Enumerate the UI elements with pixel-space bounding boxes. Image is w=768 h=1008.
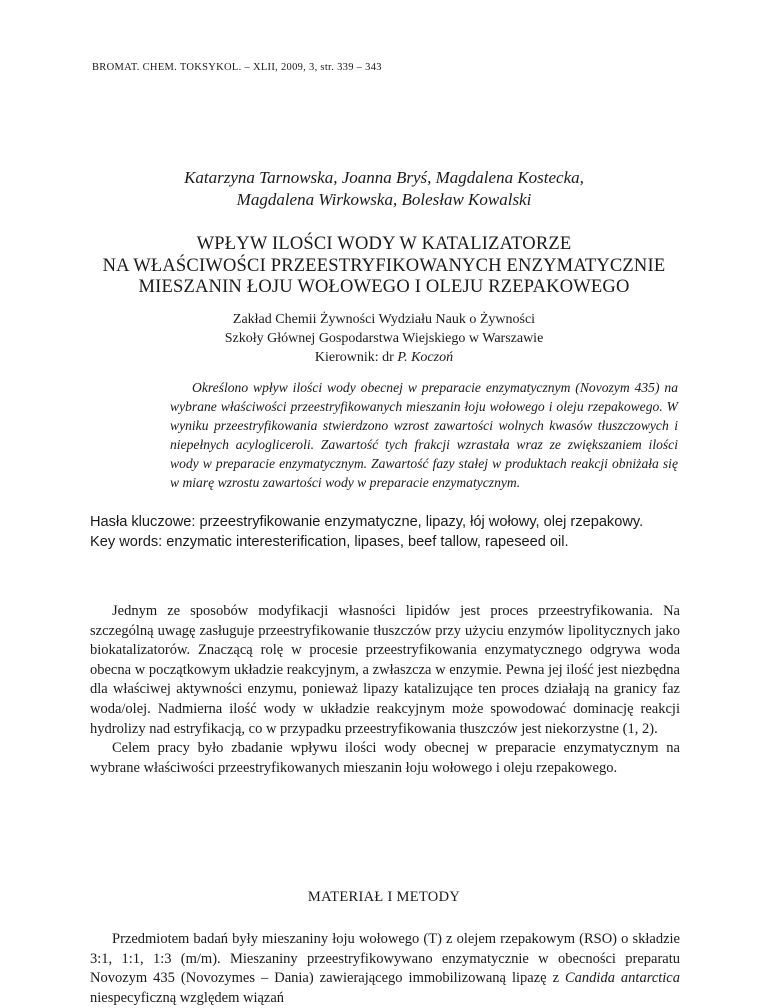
title-line: NA WŁAŚCIWOŚCI PRZEESTRYFIKOWANYCH ENZYMATYCZNIE — [102, 255, 666, 276]
department-head-label: Kierownik: dr — [314, 350, 398, 365]
author-line: Magdalena Wirkowska, Bolesław Kowalski — [236, 190, 532, 209]
methods-text — [90, 930, 680, 1008]
species-name: Candida antarctica — [565, 970, 680, 987]
keywords-block — [90, 513, 680, 552]
article-title — [0, 234, 768, 299]
methods-text-part: niespecyficzną względem wiązań — [90, 989, 285, 1006]
paragraph: Jednym ze sposobów modyfikacji własności lipidów jest proces przeestryfikowania. Na szczególną uwagę zasługuje przeestryfikowanie tłuszczów przy użyciu enzymów lipolitycznych jako biokatalizatorów. Znaczącą rolę w procesie przeestryfikowania enzymatycznego odgrywa woda obecna w początkowym układzie reakcyjnym, a zwłaszcza w enzymie. Pewna jej ilość jest niezbędna dla właściwej aktywności enzymu, ponieważ lipazy katalizujące ten proces działają na granicy faz woda/olej. Nadmierna ilość wody w układzie reakcyjnym może spowodować dominację reakcji hydrolizy nad estryfikacją, co w przypadku przeestryfikowania tłuszczów jest niekorzystne (1, 2). — [90, 603, 680, 737]
title-line: WPŁYW ILOŚCI WODY W KATALIZATORZE — [196, 234, 572, 254]
keywords-polish: Hasła kluczowe: przeestryfikowanie enzymatyczne, lipazy, łój wołowy, olej rzepakowy. — [90, 514, 644, 530]
affiliation-line: Szkoły Głównej Gospodarstwa Wiejskiego w Warszawie — [224, 331, 544, 346]
title-line: MIESZANIN ŁOJU WOŁOWEGO I OLEJU RZEPAKOWEGO — [138, 277, 630, 297]
department-head-name: P. Koczoń — [397, 350, 454, 365]
running-head: BROMAT. CHEM. TOKSYKOL. – XLII, 2009, 3, str. 339 – 343 — [92, 62, 382, 73]
introduction — [90, 602, 680, 778]
author-line: Katarzyna Tarnowska, Joanna Bryś, Magdalena Kostecka, — [184, 168, 584, 187]
abstract: Określono wpływ ilości wody obecnej w preparacie enzymatycznym (Novozym 435) na wybrane właściwości przeestryfikowanych mieszanin łoju wołowego i oleju rzepakowego. W wyniku przeestryfikowania stwierdzono wzrost zawartości wolnych kwasów tłuszczowych i niepełnych acylogliceroli. Zawartość tych frakcji wzrastała wraz ze zwiększaniem ilości wody w preparacie enzymatycznym. Zawartość fazy stałej w produktach reakcji obniżała się w miarę wzrostu zawartości wody w preparacie enzymatycznym. — [170, 380, 678, 490]
affiliation-line: Zakład Chemii Żywności Wydziału Nauk o Żywności — [232, 312, 536, 327]
affiliation — [0, 310, 768, 367]
paragraph — [90, 930, 680, 1008]
methods-text-part: Przedmiotem badań były mieszaniny łoju wołowego (T) z olejem rzepakowym (RSO) o składzie 3:1, 1:1, 1:3 (m/m). Mieszaniny przeestryfikowywano enzymatycznie w obecności preparatu Novozym 435 (Novozymes – Dania) zawierającego immobilizowaną lipazę z — [90, 931, 680, 987]
keywords-english: Key words: enzymatic interesterification, lipases, beef tallow, rapeseed oil. — [90, 533, 569, 550]
author-list — [0, 167, 768, 211]
department-head — [0, 348, 768, 367]
section-heading: MATERIAŁ I METODY — [307, 889, 461, 905]
paragraph: Celem pracy było zbadanie wpływu ilości wody obecnej w preparacie enzymatycznym na wybrane właściwości przeestryfikowanych mieszanin łoju wołowego i oleju rzepakowego. — [90, 740, 680, 776]
